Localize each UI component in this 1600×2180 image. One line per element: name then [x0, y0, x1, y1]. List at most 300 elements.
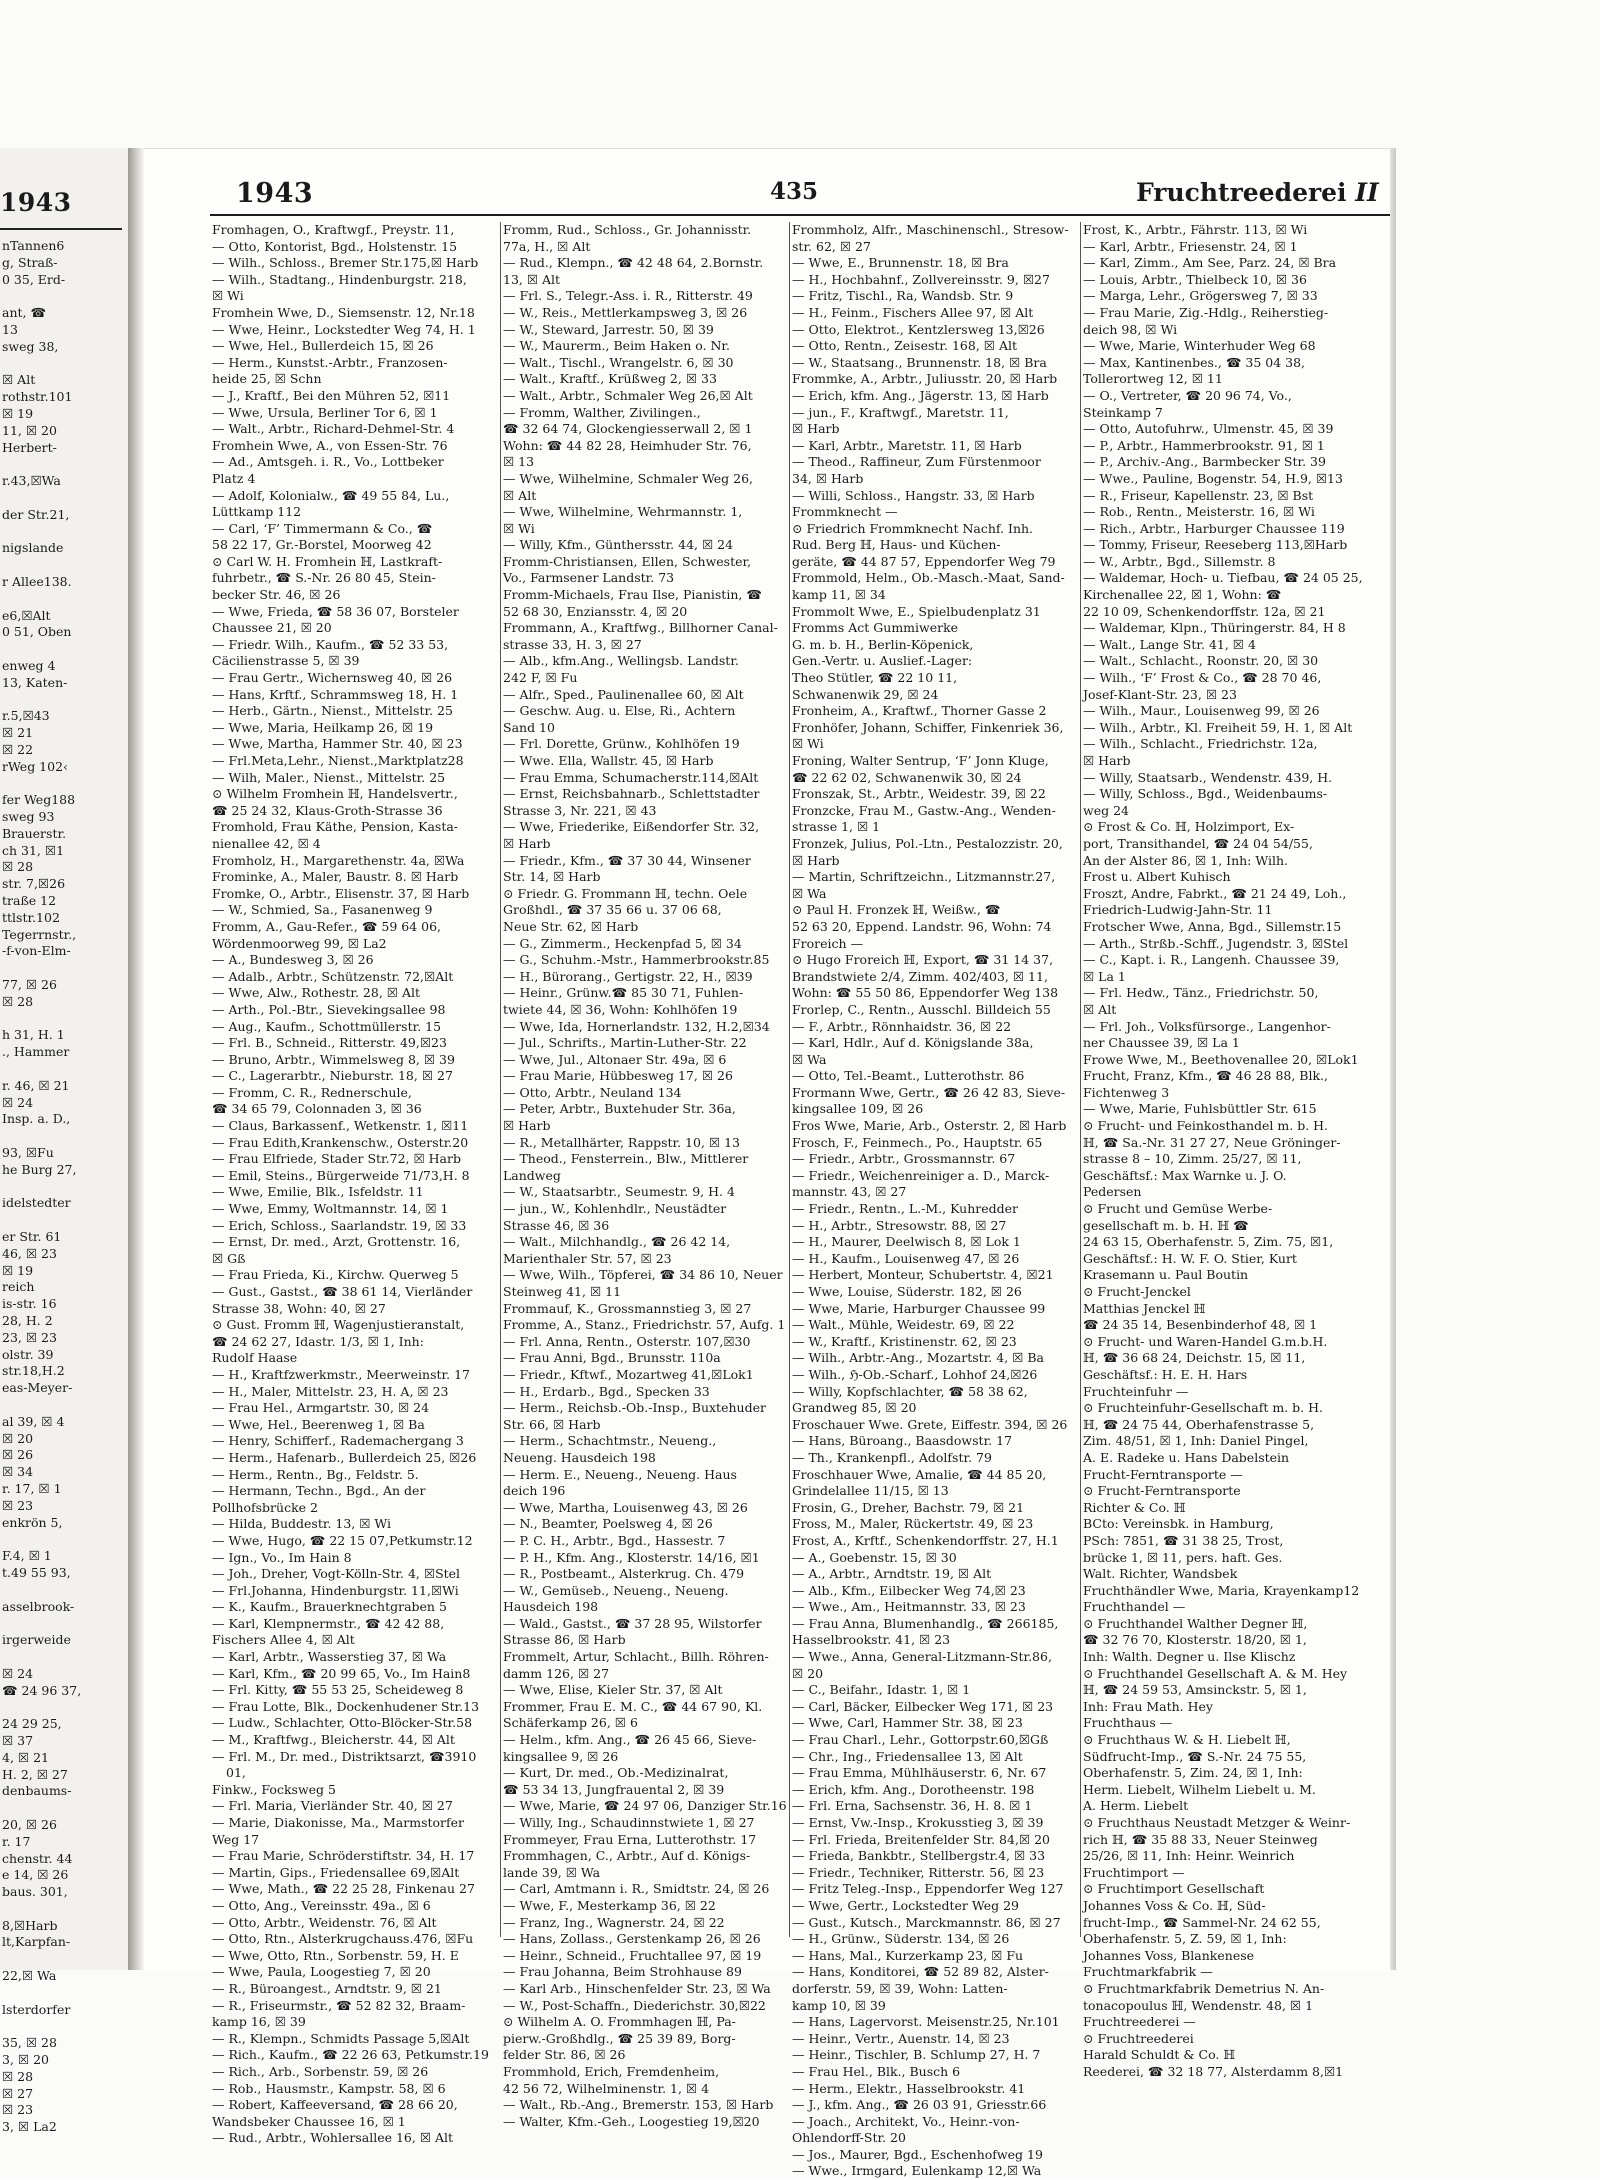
previous-page-line: ☒ 19: [2, 405, 34, 421]
directory-entry-line: — Wilh, Maler., Nienst., Mittelstr. 25: [212, 769, 446, 785]
directory-entry-line: A. Herm. Liebelt: [1083, 1798, 1189, 1814]
directory-entry-line: — Otto, Kontorist, Bgd., Holstenstr. 15: [212, 238, 458, 254]
directory-entry-line: ℍ, ☎ 24 75 44, Oberhafenstrasse 5,: [1083, 1416, 1315, 1432]
directory-entry-line: — R., Büroangest., Arndtstr. 9, ☒ 21: [212, 1980, 442, 1996]
previous-page-line: 8,☒Harb: [2, 1917, 58, 1933]
directory-entry-line: 25/26, ☒ 11, Inh: Heinr. Weinrich: [1083, 1848, 1295, 1864]
directory-entry-line: — Ign., Vo., Im Hain 8: [212, 1549, 352, 1565]
directory-entry-line: 58 22 17, Gr.-Borstel, Moorweg 42: [212, 537, 432, 553]
directory-entry-line: Rudolf Haase: [212, 1350, 298, 1366]
directory-entry-line: — Wwe, Otto, Rtn., Sorbenstr. 59, H. E: [212, 1947, 459, 1963]
previous-page-line: 77, ☒ 26: [2, 977, 57, 993]
directory-entry-line: ☒ Harb: [503, 835, 551, 851]
directory-entry-line: kingsallee 109, ☒ 26: [792, 1101, 924, 1117]
directory-entry-line: — Walt., Lange Str. 41, ☒ 4: [1083, 636, 1256, 652]
directory-entry-line: ☒ Wa: [792, 1051, 827, 1067]
directory-entry-line: — Theod., Fensterrein., Blw., Mittlerer: [503, 1151, 749, 1167]
previous-page-line: t.49 55 93,: [2, 1564, 71, 1580]
directory-entry-line: — Karl, Kfm., ☎ 20 99 65, Vo., Im Hain8: [212, 1665, 471, 1681]
directory-entry-line: — Rob., Rentn., Meisterstr. 16, ☒ Wi: [1083, 504, 1315, 520]
directory-entry-line: ⊙ Fruchthandel Walther Degner ℍ,: [1083, 1615, 1308, 1631]
previous-page-line: [2, 557, 81, 574]
directory-entry-line: mannstr. 43, ☒ 27: [792, 1184, 907, 1200]
directory-entry-line: — Walt., Arbtr., Richard-Dehmel-Str. 4: [212, 421, 455, 437]
column-divider: [1080, 222, 1081, 1937]
previous-page-edge: [0, 148, 129, 2135]
directory-entry-line: — Kurt, Dr. med., Ob.-Medizinalrat,: [503, 1765, 729, 1781]
directory-entry-line: — Hans, Krftf., Schrammsweg 18, H. 1: [212, 686, 459, 702]
directory-entry-line: — Franz, Ing., Wagnerstr. 24, ☒ 22: [503, 1914, 725, 1930]
directory-entry-line: — Karl, Klempnermstr., ☎ 42 42 88,: [212, 1615, 445, 1631]
directory-entry-line: — Wwe., Anna, General-Litzmann-Str.86,: [792, 1649, 1052, 1665]
directory-entry-line: ⊙ Fruchtimport Gesellschaft: [1083, 1881, 1265, 1897]
directory-entry-line: — Wwe, Friederike, Eißendorfer Str. 32,: [503, 819, 760, 835]
directory-entry-line: — Wwe, Hugo, ☎ 22 15 07,Petkumstr.12: [212, 1532, 473, 1548]
directory-entry-line: — W., Steward, Jarrestr. 50, ☒ 39: [503, 321, 714, 337]
directory-entry-line: Steinweg 41, ☒ 11: [503, 1284, 622, 1299]
directory-entry-line: — R., Metallhärter, Rappstr. 10, ☒ 13: [503, 1134, 740, 1150]
directory-entry-line: felder Str. 86, ☒ 26: [503, 2047, 626, 2063]
previous-page-line: ☒ 26: [2, 1447, 34, 1463]
directory-entry-line: — Walt., Milchhandlg., ☎ 26 42 14,: [503, 1234, 731, 1250]
directory-entry-line: Fromm, Rud., Schloss., Gr. Johannisstr.: [503, 222, 752, 237]
directory-entry-line: — Fromm, C. R., Rednerschule,: [212, 1084, 412, 1100]
directory-entry-line: Fruchtreederei —: [1083, 2014, 1196, 2030]
directory-entry-line: — Otto, Autofuhrw., Ulmenstr. 45, ☒ 39: [1083, 421, 1334, 437]
header-rule: [210, 214, 1390, 216]
directory-column-3: [792, 222, 1077, 2179]
directory-entry-line: — Karl, Arbtr., Maretstr. 11, ☒ Harb: [792, 437, 1022, 453]
directory-entry-line: — Wwe, Jul., Altonaer Str. 49a, ☒ 6: [503, 1051, 727, 1067]
directory-entry-line: Inh: Walth. Degner u. Ilse Klischz: [1083, 1649, 1296, 1665]
page-year: 1943: [236, 178, 314, 209]
directory-entry-line: ☒ Harb: [792, 421, 840, 437]
previous-page-line: baus. 301,: [2, 1884, 68, 1900]
previous-page-line: denbaums-: [2, 1783, 72, 1799]
directory-entry-line: — W., Arbtr., Bgd., Sillemstr. 8: [1083, 553, 1276, 569]
directory-entry-line: Fromme, A., Stanz., Friedrichstr. 57, Aufg. 1: [503, 1317, 786, 1333]
directory-entry-line: — Frl. Kitty, ☎ 55 53 25, Scheideweg 8: [212, 1682, 464, 1698]
directory-entry-line: — Friedr., Kfm., ☎ 37 30 44, Winsener: [503, 852, 751, 868]
directory-entry-line: — Hans, Mal., Kurzerkamp 23, ☒ Fu: [792, 1947, 1024, 1963]
directory-entry-line: ner Chaussee 39, ☒ La 1: [1083, 1035, 1240, 1051]
directory-entry-line: — Heinr., Tischler, B. Schlump 27, H. 7: [792, 2047, 1041, 2063]
directory-entry-line: — P., Arbtr., Hammerbrookstr. 91, ☒ 1: [1083, 437, 1325, 453]
directory-entry-line: ☒ Wi: [212, 288, 244, 304]
previous-page-line: H. 2, ☒ 27: [2, 1766, 68, 1782]
directory-entry-line: Rud. Berg ℍ, Haus- und Küchen-: [792, 537, 1001, 553]
directory-entry-line: — Frau Hel., Blk., Busch 6: [792, 2063, 961, 2079]
directory-entry-line: — Gust., Gastst., ☎ 38 61 14, Vierländer: [212, 1284, 473, 1299]
directory-entry-line: ⊙ Hugo Froreich ℍ, Export, ☎ 31 14 37,: [792, 952, 1054, 968]
previous-page-line: ☒ 20: [2, 1430, 34, 1446]
column-divider: [500, 222, 501, 1937]
directory-entry-line: — J., kfm. Ang., ☎ 26 03 91, Griesstr.66: [792, 2097, 1047, 2113]
previous-page-line: ☒ 24: [2, 1094, 34, 1110]
directory-entry-line: — A., Bundesweg 3, ☒ 26: [212, 952, 374, 968]
previous-page-line: [2, 1061, 81, 1078]
directory-entry-line: — Frl. M., Dr. med., Distriktsarzt, ☎3910 01,: [212, 1748, 477, 1781]
directory-entry-line: strasse 1, ☒ 1: [792, 819, 881, 835]
previous-page-line: 28, H. 2: [2, 1313, 53, 1328]
directory-entry-line: ☎ 22 62 02, Schwanenwik 30, ☒ 24: [792, 769, 1022, 785]
directory-entry-line: — Rud., Klempn., ☎ 42 48 64, 2.Bornstr.: [503, 255, 764, 271]
directory-entry-line: — Frl. Anna, Rentn., Osterstr. 107,☒30: [503, 1333, 751, 1349]
previous-page-line: 3, ☒ La2: [2, 2119, 57, 2135]
directory-entry-line: A. E. Radeke u. Hans Dabelstein: [1083, 1449, 1290, 1465]
directory-entry-line: ☒ Harb: [503, 1118, 551, 1134]
previous-page-line: ☒ 27: [2, 2085, 34, 2101]
previous-page-line: sweg 38,: [2, 338, 59, 354]
directory-entry-line: — Max, Kantinenbes., ☎ 35 04 38,: [1083, 354, 1305, 370]
directory-entry-line: ⊙ Fruchthaus Neustadt Metzger & Weinr-: [1083, 1815, 1351, 1830]
directory-entry-line: Wohn: ☎ 55 50 86, Eppendorfer Weg 138: [792, 985, 1059, 1001]
directory-entry-line: Geschäftsf.: H. E. H. Hars: [1083, 1366, 1248, 1382]
previous-page-line: [2, 1615, 81, 1632]
directory-entry-line: — Erich, kfm. Ang., Dorotheenstr. 198: [792, 1781, 1035, 1797]
directory-entry-line: — Frl.Meta,Lehr., Nienst.,Marktplatz28: [212, 753, 464, 768]
directory-entry-line: Frominke, A., Maler, Baustr. 8. ☒ Harb: [212, 869, 459, 885]
directory-entry-line: Friedrich-Ludwig-Jahn-Str. 11: [1083, 902, 1273, 918]
directory-entry-line: — Erich, Schloss., Saarlandstr. 19, ☒ 33: [212, 1217, 467, 1233]
directory-entry-line: 13, ☒ Alt: [503, 271, 561, 287]
directory-entry-line: Frost u. Albert Kuhisch: [1083, 869, 1231, 885]
directory-entry-line: — R., Postbeamt., Alsterkrug. Ch. 479: [503, 1566, 745, 1582]
directory-entry-line: — N., Beamter, Poelsweg 4, ☒ 26: [503, 1516, 713, 1532]
previous-page-line: 0 51, Oben: [2, 624, 72, 640]
directory-entry-line: Kirchenallee 22, ☒ 1, Wohn: ☎: [1083, 587, 1282, 603]
directory-entry-line: Hausdeich 198: [503, 1599, 599, 1615]
directory-entry-line: — Ernst, Reichsbahnarb., Schlettstadter: [503, 786, 760, 802]
directory-entry-line: Fromhold, Frau Käthe, Pension, Kasta-: [212, 819, 459, 835]
running-head-roman: II: [1355, 178, 1379, 207]
directory-entry-line: — Rich., Arbtr., Harburger Chaussee 119: [1083, 520, 1345, 536]
page-edge: [1390, 148, 1396, 1970]
previous-page-line: str.18,H.2: [2, 1363, 65, 1379]
directory-entry-line: — Heinr., Vertr., Auenstr. 14, ☒ 23: [792, 2030, 1010, 2046]
directory-entry-line: Fromhagen, O., Kraftwgf., Preystr. 11,: [212, 222, 455, 237]
directory-entry-line: ☒ 20: [792, 1665, 824, 1681]
directory-entry-line: ☎ 53 34 13, Jungfrauental 2, ☒ 39: [503, 1781, 725, 1797]
directory-entry-line: — O., Vertreter, ☎ 20 96 74, Vo.,: [1083, 387, 1292, 403]
directory-entry-line: — Wwe, Emilie, Blk., Isfeldstr. 11: [212, 1184, 424, 1200]
directory-entry-line: Fross, M., Maler, Rückertstr. 49, ☒ 23: [792, 1516, 1034, 1532]
previous-page-line: enweg 4: [2, 657, 56, 673]
directory-entry-line: — Herm., Hafenarb., Bullerdeich 25, ☒26: [212, 1449, 477, 1465]
directory-entry-line: — Ad., Amtsgeh. i. R., Vo., Lottbeker: [212, 454, 444, 470]
directory-entry-line: — C., Lagerarbtr., Nieburstr. 18, ☒ 27: [212, 1068, 453, 1084]
directory-entry-line: — Rob., Hausmstr., Kampstr. 58, ☒ 6: [212, 2080, 446, 2096]
directory-entry-line: — Frl. Maria, Vierländer Str. 40, ☒ 27: [212, 1798, 453, 1814]
directory-entry-line: Fischers Allee 4, ☒ Alt: [212, 1632, 355, 1648]
directory-entry-line: ℍ, ☎ 24 59 53, Amsinckstr. 5, ☒ 1,: [1083, 1682, 1307, 1698]
directory-entry-line: Grindelallee 11/15, ☒ 13: [792, 1483, 949, 1499]
directory-entry-line: — Wwe, E., Brunnenstr. 18, ☒ Bra: [792, 255, 1009, 271]
directory-entry-line: — Heinr., Schneid., Fruchtallee 97, ☒ 19: [503, 1947, 762, 1963]
previous-page-line: ☒ 28: [2, 2068, 34, 2084]
directory-entry-line: — Walt., Rb.-Ang., Bremerstr. 153, ☒ Harb: [503, 2097, 774, 2113]
directory-entry-line: — Marga, Lehr., Grögersweg 7, ☒ 33: [1083, 288, 1318, 304]
directory-entry-line: Fromke, O., Arbtr., Elisenstr. 37, ☒ Harb: [212, 885, 470, 901]
directory-entry-line: — Wilh., Schloss., Bremer Str.175,☒ Harb: [212, 255, 479, 271]
previous-page-line: Herbert-: [2, 439, 57, 455]
directory-entry-line: — Wwe, Paula, Loogestieg 7, ☒ 20: [212, 1964, 431, 1980]
directory-entry-line: — Wwe, Ursula, Berliner Tor 6, ☒ 1: [212, 404, 438, 420]
directory-entry-line: Str. 14, ☒ Harb: [503, 869, 601, 885]
previous-page-line: der Str.21,: [2, 506, 70, 522]
directory-entry-line: Frucht, Franz, Kfm., ☎ 46 28 88, Blk.,: [1083, 1068, 1329, 1084]
directory-entry-line: — Herm., Elektr., Hasselbrookstr. 41: [792, 2080, 1026, 2096]
previous-page-line: ch 31, ☒1: [2, 842, 65, 858]
previous-page-line: 13: [2, 321, 18, 337]
directory-entry-line: — Wilh., Stadtang., Hindenburgstr. 218,: [212, 271, 467, 287]
directory-entry-line: 242 F, ☒ Fu: [503, 670, 578, 686]
previous-page-line: r. 17, ☒ 1: [2, 1480, 62, 1496]
directory-entry-line: ⊙ Frucht-Jenckel: [1083, 1284, 1191, 1299]
previous-page-line: ☎ 24 96 37,: [2, 1682, 82, 1698]
directory-entry-line: — Wwe, Carl, Hammer Str. 38, ☒ 23: [792, 1715, 1023, 1731]
directory-entry-line: — Th., Krankenpfl., Adolfstr. 79: [792, 1449, 992, 1465]
directory-entry-line: — Walt., Kraftf., Krüßweg 2, ☒ 33: [503, 371, 717, 387]
previous-page-line: 0 35, Erd-: [2, 271, 66, 287]
directory-entry-line: 42 56 72, Wilhelminenstr. 1, ☒ 4: [503, 2080, 710, 2096]
directory-entry-line: Froszt, Andre, Fabrkt., ☎ 21 24 49, Loh.,: [1083, 885, 1347, 901]
directory-entry-line: heide 25, ☒ Schn: [212, 371, 322, 387]
directory-entry-line: — Wwe, Wilhelmine, Wehrmannstr. 1,: [503, 504, 743, 520]
directory-entry-line: G. m. b. H., Berlin-Köpenick,: [792, 636, 974, 652]
directory-entry-line: — Robert, Kaffeeversand, ☎ 28 66 20,: [212, 2097, 458, 2113]
previous-page-line: 23, ☒ 23: [2, 1329, 57, 1345]
previous-page-line: ☒ 21: [2, 725, 34, 741]
directory-entry-line: Matthias Jenckel ℍ: [1083, 1300, 1206, 1316]
directory-entry-line: Johannes Voss, Blankenese: [1083, 1947, 1255, 1963]
directory-entry-line: — Frau Johanna, Beim Strohhause 89: [503, 1964, 742, 1980]
directory-entry-line: — Frl. Joh., Volksfürsorge., Langenhor-: [1083, 1018, 1331, 1034]
directory-entry-line: — Wwe, Emmy, Woltmannstr. 14, ☒ 1: [212, 1201, 449, 1217]
previous-page-line: Insp. a. D.,: [2, 1111, 71, 1127]
directory-entry-line: — Wald., Gastst., ☎ 37 28 95, Wilstorfer: [503, 1615, 762, 1631]
directory-entry-line: — K., Kaufm., Brauerknechtgraben 5: [212, 1599, 447, 1615]
previous-page-line: nigslande: [2, 540, 64, 556]
directory-entry-line: ⊙ Wilhelm Fromhein ℍ, Handelsvertr.,: [212, 786, 458, 802]
directory-entry-line: Richter & Co. ℍ: [1083, 1499, 1186, 1515]
previous-page-line: Tegerrnstr.,: [2, 926, 77, 942]
directory-entry-line: — Frau Edith,Krankenschw., Osterstr.20: [212, 1134, 469, 1150]
directory-entry-line: — Wwe, Wilh., Töpferei, ☎ 34 86 10, Neuer: [503, 1267, 783, 1283]
directory-entry-line: — Carl, Amtmann i. R., Smidtstr. 24, ☒ 26: [503, 1881, 770, 1897]
directory-entry-line: Fromm, A., Gau-Refer., ☎ 59 64 06,: [212, 918, 442, 934]
previous-page-line: ☒ 24: [2, 1665, 34, 1681]
directory-entry-line: — Herm., Kunstst.-Arbtr., Franzosen-: [212, 354, 448, 370]
directory-entry-line: — Hans, Zollass., Gerstenkamp 26, ☒ 26: [503, 1931, 761, 1947]
previous-page-line: ., Hammer: [2, 1044, 70, 1060]
previous-page-line: rothstr.101: [2, 389, 73, 405]
directory-entry-line: — Friedr., Rentn., L.-M., Kuhredder: [792, 1201, 1019, 1217]
directory-entry-line: brücke 1, ☒ 11, pers. haft. Ges.: [1083, 1549, 1283, 1565]
directory-entry-line: Fronzek, Julius, Pol.-Ltn., Pestalozzistr. 20,: [792, 835, 1063, 851]
previous-page-line: h 31, H. 1: [2, 1027, 65, 1043]
directory-entry-line: Grandweg 85, ☒ 20: [792, 1400, 917, 1416]
directory-entry-line: Finkw., Focksweg 5: [212, 1781, 336, 1797]
directory-entry-line: Str. 66, ☒ Harb: [503, 1416, 601, 1432]
directory-entry-line: — Frau Hel., Armgartstr. 30, ☒ 24: [212, 1400, 430, 1416]
directory-entry-line: — Henry, Schifferf., Rademachergang 3: [212, 1433, 464, 1449]
directory-entry-line: — R., Friseurmstr., ☎ 52 82 32, Braam-: [212, 1997, 466, 2013]
directory-entry-line: Frommolt Wwe, E., Spielbudenplatz 31: [792, 603, 1041, 619]
directory-entry-line: Strasse 38, Wohn: 40, ☒ 27: [212, 1300, 386, 1316]
directory-entry-line: — Alb., kfm.Ang., Wellingsb. Landstr.: [503, 653, 739, 669]
previous-page-line: g, Straß-: [2, 254, 58, 270]
previous-page-line: ☒ 28: [2, 993, 34, 1009]
directory-entry-line: ⊙ Frucht- und Waren-Handel G.m.b.H.: [1083, 1333, 1328, 1349]
column-divider: [789, 222, 790, 1937]
directory-entry-line: ⊙ Fruchthaus W. & H. Liebelt ℍ,: [1083, 1732, 1291, 1748]
directory-entry-line: — Wwe, Marie, Harburger Chaussee 99: [792, 1300, 1046, 1316]
directory-entry-line: — Frau Charl., Lehr., Gottorpstr.60,☒Gß: [792, 1732, 1049, 1748]
directory-entry-line: — Herm., Schachtmstr., Neueng.,: [503, 1433, 717, 1449]
directory-entry-line: — Rich., Arb., Sorbenstr. 59, ☒ 26: [212, 2063, 429, 2079]
directory-entry-line: — Ernst, Dr. med., Arzt, Grottenstr. 16,: [212, 1234, 461, 1250]
directory-entry-line: Fromhein Wwe, D., Siemsenstr. 12, Nr.18: [212, 304, 475, 320]
directory-entry-line: — Arth., Pol.-Btr., Sievekingsallee 98: [212, 1001, 446, 1017]
previous-page-line: nTannen6: [2, 238, 65, 253]
directory-entry-line: — Wwe. Ella, Wallstr. 45, ☒ Harb: [503, 753, 714, 768]
directory-entry-line: — Frl. Dorette, Grünw., Kohlhöfen 19: [503, 736, 740, 752]
directory-entry-line: — H., Bürorang., Gertigstr. 22, H., ☒39: [503, 968, 753, 984]
directory-entry-line: Harald Schuldt & Co. ℍ: [1083, 2047, 1236, 2063]
directory-entry-line: Fromms Act Gummiwerke: [792, 620, 959, 636]
directory-entry-line: — Wwe, Elise, Kieler Str. 37, ☒ Alt: [503, 1682, 723, 1698]
previous-page-line: ☒ 22: [2, 741, 34, 757]
directory-entry-line: Fros Wwe, Marie, Arb., Osterstr. 2, ☒ Harb: [792, 1118, 1067, 1134]
directory-entry-line: — W., Maurerm., Beim Haken o. Nr.: [503, 338, 731, 354]
directory-entry-line: Frotscher Wwe, Anna, Bgd., Sillemstr.15: [1083, 918, 1342, 934]
directory-entry-line: Frucht-Ferntransporte —: [1083, 1466, 1243, 1482]
directory-entry-line: — Joach., Architekt, Vo., Heinr.-von-: [792, 2113, 1020, 2129]
directory-entry-line: — Herb., Gärtn., Nienst., Mittelstr. 25: [212, 703, 453, 719]
directory-entry-line: — G., Zimmerm., Heckenpfad 5, ☒ 34: [503, 935, 742, 951]
previous-page-line: [2, 1800, 81, 1817]
directory-entry-line: — Herm., Rentn., Bg., Feldstr. 5.: [212, 1466, 419, 1482]
directory-entry-line: Schwanenwik 29, ☒ 24: [792, 686, 939, 702]
directory-entry-line: Tollerortweg 12, ☒ 11: [1083, 371, 1223, 387]
directory-entry-line: Pollhofsbrücke 2: [212, 1499, 318, 1515]
previous-page-line: [2, 1011, 81, 1028]
directory-entry-line: ☒ Alt: [1083, 1001, 1117, 1017]
directory-entry-line: Zim. 48/51, ☒ 1, Inh: Daniel Pingel,: [1083, 1433, 1309, 1449]
previous-page-line: irgerweide: [2, 1632, 71, 1648]
directory-entry-line: — H., Hochbahnf., Zollvereinsstr. 9, ☒27: [792, 271, 1050, 287]
directory-entry-line: — Erich, kfm. Ang., Jägerstr. 13, ☒ Harb: [792, 387, 1049, 403]
directory-entry-line: — Frau Emma, Mühlhäuserstr. 6, Nr. 67: [792, 1765, 1047, 1781]
previous-page-line: enkrön 5,: [2, 1514, 63, 1530]
directory-entry-line: — Otto, Elektrot., Kentzlersweg 13,☒26: [792, 321, 1045, 337]
directory-entry-line: — Willy, Kopfschlachter, ☎ 58 38 62,: [792, 1383, 1028, 1399]
previous-page-line: -f-von-Elm-: [2, 943, 71, 959]
directory-entry-line: — Frl. S., Telegr.-Ass. i. R., Ritterstr. 49: [503, 288, 753, 304]
previous-page-line: [2, 1128, 81, 1145]
directory-entry-line: — H., Arbtr., Stresowstr. 88, ☒ 27: [792, 1217, 1007, 1233]
directory-entry-line: — Wwe, Marie, ☎ 24 97 06, Danziger Str.16: [503, 1798, 787, 1814]
directory-entry-line: — Willi, Schloss., Hangstr. 33, ☒ Harb: [792, 487, 1035, 503]
directory-entry-line: Krasemann u. Paul Boutin: [1083, 1267, 1249, 1283]
directory-entry-line: ☎ 24 62 27, Idastr. 1/3, ☒ 1, Inh:: [212, 1333, 424, 1349]
directory-entry-line: Frommhagen, C., Arbtr., Auf d. Königs-: [503, 1848, 751, 1864]
directory-entry-line: — Wwe, Frieda, ☎ 58 36 07, Borsteler: [212, 603, 459, 619]
directory-entry-line: Frommholz, Alfr., Maschinenschl., Stresow-: [792, 222, 1069, 237]
directory-entry-line: Gen.-Vertr. u. Auslief.-Lager:: [792, 653, 973, 669]
directory-entry-line: — H., Feinm., Fischers Allee 97, ☒ Alt: [792, 304, 1034, 320]
directory-entry-line: Fromholz, H., Margarethenstr. 4a, ☒Wa: [212, 852, 465, 868]
directory-entry-line: Geschäftsf.: Max Warnke u. J. O.: [1083, 1167, 1287, 1183]
directory-entry-line: port, Transithandel, ☎ 24 04 54/55,: [1083, 835, 1313, 851]
directory-entry-line: Frommann, A., Kraftfwg., Billhorner Canal-: [503, 620, 778, 636]
previous-page-line: 35, ☒ 28: [2, 2035, 57, 2051]
previous-page-line: traße 12: [2, 893, 57, 909]
previous-page-line: ant, ☎: [2, 305, 47, 321]
directory-entry-line: 52 63 20, Eppend. Landstr. 96, Wohn: 74: [792, 918, 1052, 934]
directory-entry-line: Froreich —: [792, 935, 864, 951]
directory-entry-line: — Ernst, Vw.-Insp., Krokusstieg 3, ☒ 39: [792, 1815, 1044, 1830]
directory-entry-line: — Frau Marie, Schröderstiftstr. 34, H. 17: [212, 1848, 475, 1864]
directory-entry-line: — W., Reis., Mettlerkampsweg 3, ☒ 26: [503, 304, 748, 320]
directory-entry-line: — Willy, Staatsarb., Wendenstr. 439, H.: [1083, 769, 1333, 785]
previous-page-line: [2, 960, 81, 977]
directory-entry-line: — H., Maurer, Deelwisch 8, ☒ Lok 1: [792, 1234, 1021, 1250]
page-number: 435: [770, 178, 819, 205]
directory-entry-line: dorferstr. 59, ☒ 39, Wohn: Latten-: [792, 1980, 1008, 1996]
directory-entry-line: Frommelt, Artur, Schlacht., Billh. Röhren-: [503, 1649, 769, 1665]
previous-page-line: al 39, ☒ 4: [2, 1413, 65, 1429]
directory-entry-line: — Fritz, Tischl., Ra, Wandsb. Str. 9: [792, 288, 1014, 304]
directory-entry-line: — Martin, Schriftzeichn., Litzmannstr.27,: [792, 869, 1056, 885]
directory-entry-line: — Wwe, Maria, Heilkamp 26, ☒ 19: [212, 719, 434, 735]
previous-page-line: r. 46, ☒ 21: [2, 1077, 70, 1093]
previous-page-line: ☒ Alt: [2, 372, 36, 388]
directory-entry-line: Fromm-Michaels, Frau Ilse, Pianistin, ☎: [503, 587, 762, 603]
previous-page-line: [2, 1179, 81, 1196]
previous-page-line: ☒ 23: [2, 2102, 34, 2118]
directory-entry-line: Frommauf, K., Grossmannstieg 3, ☒ 27: [503, 1300, 752, 1316]
directory-entry-line: — Walt., Schlacht., Roonstr. 20, ☒ 30: [1083, 653, 1319, 669]
directory-entry-line: — Frau Lotte, Blk., Dockenhudener Str.13: [212, 1698, 480, 1714]
directory-entry-line: — Peter, Arbtr., Buxtehuder Str. 36a,: [503, 1101, 736, 1117]
directory-entry-line: 34, ☒ Harb: [792, 470, 864, 486]
directory-entry-line: rich ℍ, ☎ 35 88 33, Neuer Steinweg: [1083, 1831, 1318, 1847]
directory-entry-line: — Wilh., ‘F’ Frost & Co., ☎ 28 70 46,: [1083, 670, 1322, 686]
directory-entry-line: — Waldemar, Klpn., Thüringerstr. 84, H 8: [1083, 620, 1346, 636]
previous-page-line: [2, 456, 81, 473]
directory-entry-line: Pedersen: [1083, 1184, 1142, 1200]
previous-page-line: [2, 490, 81, 507]
directory-entry-line: — Waldemar, Hoch- u. Tiefbau, ☎ 24 05 25,: [1083, 570, 1363, 586]
directory-entry-line: ⊙ Gust. Fromm ℍ, Wagenjustieranstalt,: [212, 1317, 465, 1333]
directory-entry-line: — Aug., Kaufm., Schottmüllerstr. 15: [212, 1018, 442, 1034]
directory-entry-line: Landweg: [503, 1167, 561, 1183]
directory-entry-line: An der Alster 86, ☒ 1, Inh: Wilh.: [1083, 852, 1289, 868]
previous-page-line: ☒ 37: [2, 1732, 34, 1748]
directory-entry-line: — Adolf, Kolonialw., ☎ 49 55 84, Lu.,: [212, 487, 450, 503]
directory-entry-line: — Carl, ‘F’ Timmermann & Co., ☎: [212, 520, 433, 536]
directory-entry-line: 24 63 15, Oberhafenstr. 5, Zim. 75, ☒1,: [1083, 1234, 1334, 1250]
directory-entry-line: Cäcilienstrasse 5, ☒ 39: [212, 653, 360, 669]
book-gutter: [128, 148, 144, 1970]
directory-entry-line: kingsallee 9, ☒ 26: [503, 1748, 619, 1764]
directory-entry-line: kamp 16, ☒ 39: [212, 2014, 306, 2030]
directory-entry-line: — R., Friseur, Kapellenstr. 23, ☒ Bst: [1083, 487, 1314, 503]
directory-entry-line: — Otto, Rentn., Zeisestr. 168, ☒ Alt: [792, 338, 1018, 354]
directory-entry-line: — Wwe, Gertr., Lockstedter Weg 29: [792, 1897, 1019, 1913]
